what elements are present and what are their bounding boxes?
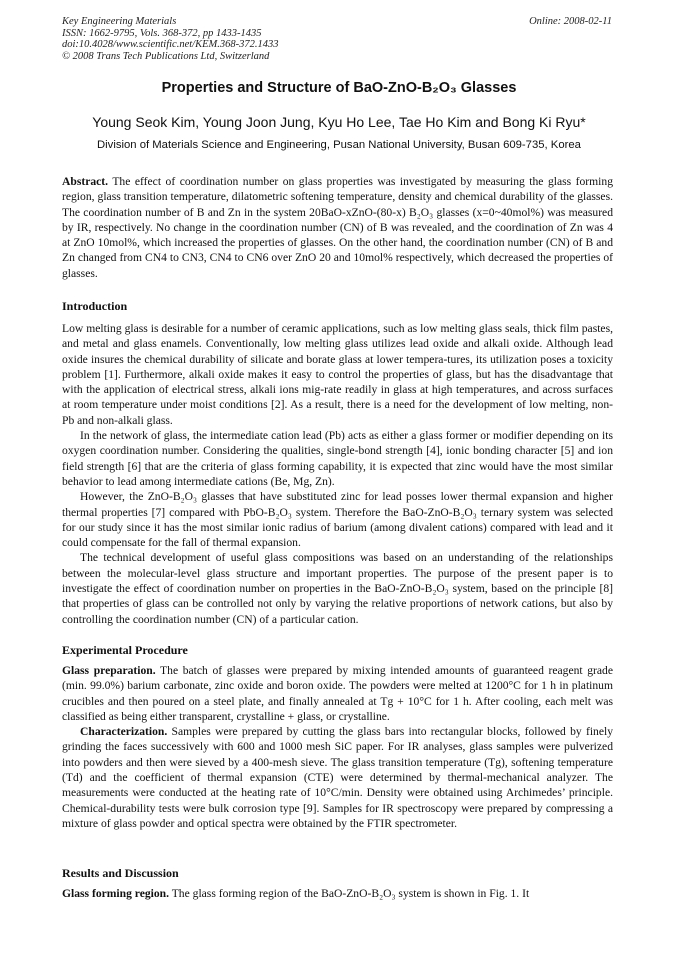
intro-paragraph: Low melting glass is desirable for a number of ceramic applications, such as low melting glass seals, thick film pastes, and metal and glass enamels. Conventionally, low melting glass utilizes lead oxide and alkali oxide. Although lead oxide insures the chemical durability of silicate and borate glass at lower tempera-tures, its utilization poses a toxicity problem [1]. Furthermore, alkali oxide makes it easy to control the properties of glass, but has the disadvantage that with the application of electrical stress, alkali ions mig-rate readily in glass at high temperatures, and across surfaces at room temperature under moist conditions [2]. As a result, there is a need for the development of low melting, non-Pb and non-alkali glass. — [62, 322, 613, 427]
characterization-text: Samples were prepared by cutting the glass bars into rectangular blocks, followed by finely grinding the faces successively with 600 and 1000 mesh SiC paper. For IR analyses, glass samples were pulverized into powders and then were sieved by a 400-mesh sieve. The glass transition temperature (Tg), softening temperature (Td) and the coefficient of thermal expansion (CTE) were determined by thermal-mechanical analyzer. The measurements were conducted at the heating rate of 10°C/min. Density were obtained using Archimedes’ principle. Chemical-durability tests were bulk corrosion type [9]. Samples for IR spectroscopy were prepared by compressing a mixture of glass powder and optical spectra were obtained by the FTIR spectrometer. — [62, 725, 613, 830]
author-list: Young Seok Kim, Young Joon Jung, Kyu Ho Lee, Tae Ho Kim and Bong Ki Ryu* — [92, 114, 586, 130]
experimental-heading: Experimental Procedure — [62, 643, 188, 657]
intro-paragraph: The technical development of useful glass compositions was based on an understanding of the relationships between the molecular-level glass structure and important properties. The purpose of the present paper is to investigate the effect of coordination number on properties in the BaO-ZnO-B₂O₃ system, based on the principle [8] that properties of glass can be controlled not only by varying the relative proportions of network cations, but also by controlling the coordination number (CN) of a particular cation. — [62, 551, 613, 626]
journal-header — [62, 16, 279, 62]
glass-preparation-label: Glass preparation. — [62, 664, 156, 677]
abstract — [62, 174, 613, 281]
affiliation: Division of Materials Science and Engineering, Pusan National University, Busan 609-735, Korea — [97, 139, 581, 151]
results-section — [62, 886, 613, 901]
introduction-heading: Introduction — [62, 299, 128, 313]
intro-paragraph: In the network of glass, the intermediate cation lead (Pb) acts as either a glass former or modifier depending on its oxygen coordination number. Considering the qualities, single-bond strength [4], ionic bonding character [5] and ion field strength [6] that are the criteria of glass forming capability, it is expected that zinc would have the most similar behavior to lead among intermediate cations (Be, Mg, Zn). — [62, 429, 613, 488]
glass-forming-label: Glass forming region. — [62, 887, 170, 900]
journal-name: Key Engineering Materials — [62, 16, 177, 27]
abstract-text: The effect of coordination number on glass properties was investigated by measuring the glass forming region, glass transition temperature, dilatometric softening temperature, density and chemical durability of the glasses. The coordination number of B and Zn in the system 20BaO-xZnO-(80-x) B₂O₃ glasses (x=0~40mol%) was measured by IR, respectively. No change in the coordination number (CN) of B was revealed, and the coordination of Zn was 4 at ZnO 10mol%, which increased the properties of glasses. On the other hand, the coordination number (CN) of B and Zn changed from CN4 to CN3, CN4 to CN6 over ZnO 20 and 10mol% respectively, which decreased the properties of glasses. — [62, 175, 613, 280]
characterization-label: Characterization. — [80, 725, 168, 739]
glass-preparation-text: The batch of glasses were prepared by mixing intended amounts of guaranteed reagent grade (min. 99.0%) barium carbonate, zinc oxide and boron oxide. The powders were melted at 1200°C for 1 h in platinum crucibles and then poured on a steel plate, and finally annealed at Tg + 10°C for 1 h. After cooling, each melt was classified as being either transparent, crystalline + glass, or crystalline. — [62, 664, 613, 723]
glass-forming-text: The glass forming region of the BaO-ZnO-B₂O₃ system is shown in Fig. 1. It — [169, 887, 530, 900]
intro-paragraph: However, the ZnO-B₂O₃ glasses that have substituted zinc for lead posses lower thermal expansion and higher thermal properties [7] compared with PbO-B₂O₃ system. Therefore the BaO-ZnO-B₂O₃ ternary system was selected for our study since it has the most similar ionic radius of barium (among divalent cations) compared with lead and it could compensate for the fall of thermal expansion. — [62, 490, 613, 550]
doi-line: doi:10.4028/www.scientific.net/KEM.368-372.1433 — [62, 39, 279, 50]
paper-title: Properties and Structure of BaO-ZnO-B₂O₃ Glasses — [161, 80, 517, 96]
experimental-section — [62, 663, 613, 831]
online-date: Online: 2008-02-11 — [529, 16, 612, 27]
results-heading: Results and Discussion — [62, 866, 179, 880]
issn-line: ISSN: 1662-9795, Vols. 368-372, pp 1433-1435 — [62, 27, 262, 39]
introduction-section — [62, 321, 613, 627]
abstract-label: Abstract. — [62, 175, 109, 188]
copyright-line: © 2008 Trans Tech Publications Ltd, Switzerland — [62, 50, 270, 62]
